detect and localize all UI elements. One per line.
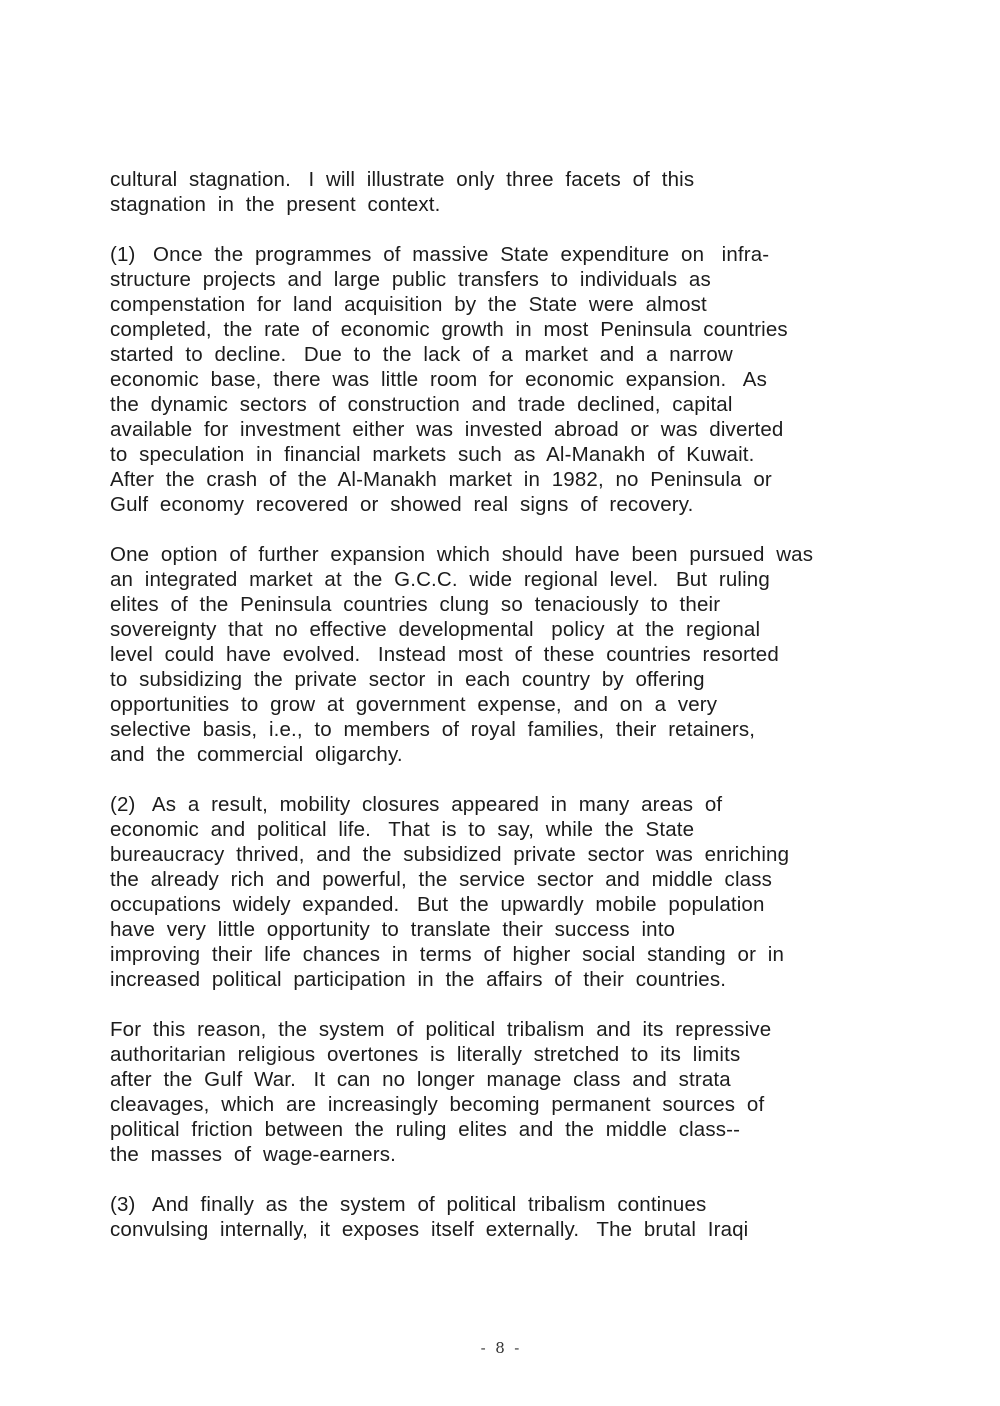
text-line: (2) As a result, mobility closures appeared in many areas of xyxy=(110,793,723,816)
text-line: increased political participation in the affairs of their countries. xyxy=(110,968,727,991)
text-line: compenstation for land acquisition by the State were almost xyxy=(110,293,707,316)
text-line: economic base, there was little room for economic expansion. As xyxy=(110,368,767,391)
text-line: the already rich and powerful, the service sector and middle class xyxy=(110,868,773,891)
paragraph-point-1 xyxy=(110,242,860,517)
text-line: Gulf economy recovered or showed real signs of recovery. xyxy=(110,493,694,516)
text-line: occupations widely expanded. But the upwardly mobile population xyxy=(110,893,765,916)
text-line: after the Gulf War. It can no longer manage class and strata xyxy=(110,1068,731,1091)
text-line: opportunities to grow at government expense, and on a very xyxy=(110,693,718,716)
page-number: - 8 - xyxy=(480,1339,520,1357)
text-line: One option of further expansion which should have been pursued was xyxy=(110,543,814,566)
text-line: bureaucracy thrived, and the subsidized private sector was enriching xyxy=(110,843,790,866)
paragraph-tribalism xyxy=(110,1017,860,1167)
text-line: the dynamic sectors of construction and trade declined, capital xyxy=(110,393,733,416)
text-line: and the commercial oligarchy. xyxy=(110,743,403,766)
paragraph-point-2 xyxy=(110,792,860,992)
text-line: sovereignty that no effective developmental policy at the regional xyxy=(110,618,761,641)
paragraph-point-3 xyxy=(110,1192,860,1242)
text-line: to speculation in financial markets such as Al-Manakh of Kuwait. xyxy=(110,443,755,466)
text-line: started to decline. Due to the lack of a market and a narrow xyxy=(110,343,733,366)
text-line: (1) Once the programmes of massive State expenditure on infra- xyxy=(110,243,770,266)
text-line: cleavages, which are increasingly becoming permanent sources of xyxy=(110,1093,765,1116)
text-line: stagnation in the present context. xyxy=(110,193,441,216)
text-line: (3) And finally as the system of political tribalism continues xyxy=(110,1193,707,1216)
text-line: the masses of wage-earners. xyxy=(110,1143,396,1166)
document-body xyxy=(110,167,860,1267)
text-line: completed, the rate of economic growth in most Peninsula countries xyxy=(110,318,788,341)
text-line: have very little opportunity to translate their success into xyxy=(110,918,676,941)
text-line: structure projects and large public transfers to individuals as xyxy=(110,268,711,291)
text-line: available for investment either was invested abroad or was diverted xyxy=(110,418,784,441)
text-line: selective basis, i.e., to members of royal families, their retainers, xyxy=(110,718,756,741)
text-line: After the crash of the Al-Manakh market in 1982, no Peninsula or xyxy=(110,468,772,491)
text-line: elites of the Peninsula countries clung so tenaciously to their xyxy=(110,593,721,616)
text-line: authoritarian religious overtones is literally stretched to its limits xyxy=(110,1043,741,1066)
text-line: improving their life chances in terms of higher social standing or in xyxy=(110,943,784,966)
text-line: convulsing internally, it exposes itself externally. The brutal Iraqi xyxy=(110,1218,749,1241)
text-line: political friction between the ruling elites and the middle class-- xyxy=(110,1118,741,1141)
text-line: to subsidizing the private sector in each country by offering xyxy=(110,668,705,691)
text-line: an integrated market at the G.C.C. wide regional level. But ruling xyxy=(110,568,770,591)
text-line: For this reason, the system of political tribalism and its repressive xyxy=(110,1018,772,1041)
paragraph-intro xyxy=(110,167,860,217)
text-line: cultural stagnation. I will illustrate only three facets of this xyxy=(110,168,695,191)
text-line: level could have evolved. Instead most of these countries resorted xyxy=(110,643,779,666)
text-line: economic and political life. That is to say, while the State xyxy=(110,818,695,841)
paragraph-regional-market xyxy=(110,542,860,767)
